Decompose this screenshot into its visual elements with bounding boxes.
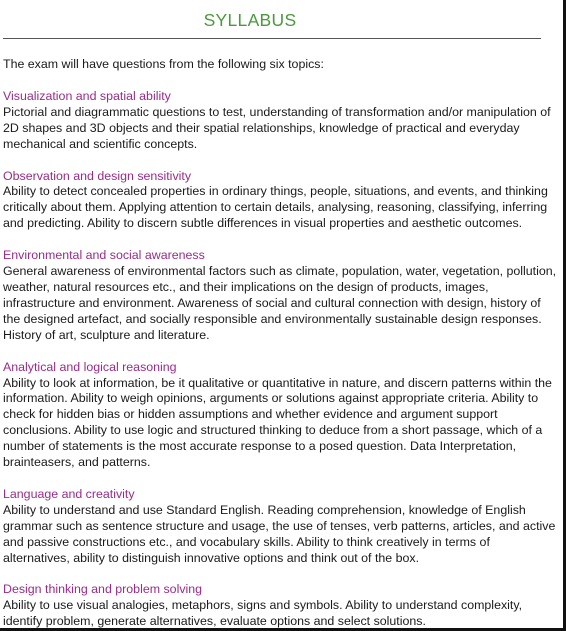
- section-body: General awareness of environmental factors such as climate, population, water, vegetation, pollution, weather, natural resources etc., and their implications on the design of products, images, infrastructure and environment. Awareness of social and cultural connection with design, history of the designed artefact, and socially responsible and environmentally sustainable design responses. History of art, sculpture and literature.: [3, 264, 557, 342]
- section-heading: Environmental and social awareness: [3, 248, 205, 263]
- intro-text: The exam will have questions from the following six topics:: [3, 57, 324, 71]
- section-heading: Visualization and spatial ability: [3, 88, 171, 103]
- section-heading: Observation and design sensitivity: [3, 168, 192, 183]
- section-heading: Design thinking and problem solving: [3, 582, 203, 597]
- section-environmental: [3, 248, 559, 343]
- syllabus-content: [3, 57, 559, 631]
- section-visualization: [3, 89, 559, 153]
- section-heading: Language and creativity: [3, 486, 135, 501]
- section-body: Ability to look at information, be it qualitative or quantitative in nature, and discern patterns within the information. Ability to weigh opinions, arguments or solutions against appropriate criteria. Ability to check for hidden bias or hidden assumptions and whether evidence and argument support conclusions. Ability to use logic and structured thinking to deduce from a short passage, which of a number of statements is the most accurate response to a posed question. Data Interpretation, brainteasers, and patterns.: [3, 375, 552, 470]
- section-design-thinking: [3, 582, 559, 630]
- section-heading: Analytical and logical reasoning: [3, 359, 177, 374]
- page-title: SYLLABUS: [203, 10, 297, 30]
- section-body: Ability to understand and use Standard English. Reading comprehension, knowledge of English grammar such as sentence structure and usage, the use of tenses, verb patterns, articles, and active and passive constructions etc., and vocabulary skills. Ability to think creatively in terms of alternatives, ability to distinguish innovative options and think out of the box.: [3, 502, 556, 565]
- section-observation: [3, 169, 559, 233]
- title-divider: [3, 38, 541, 39]
- section-body: Ability to detect concealed properties in ordinary things, people, situations, and events, and thinking critically about them. Applying attention to certain details, analysing, reasoning, classifying, inferring and predicting. Ability to discern subtle differences in visual properties and aesthetic outcomes.: [3, 184, 548, 231]
- section-body: Pictorial and diagrammatic questions to test, understanding of transformation and/or manipulation of 2D shapes and 3D objects and their spatial relationships, knowledge of practical and everyday mechanical and scientific concepts.: [3, 104, 551, 151]
- section-body: Ability to use visual analogies, metaphors, signs and symbols. Ability to understand complexity, identify problem, generate alternatives, evaluate options and select solutions.: [3, 598, 523, 629]
- section-analytical: [3, 360, 559, 471]
- section-language: [3, 487, 559, 567]
